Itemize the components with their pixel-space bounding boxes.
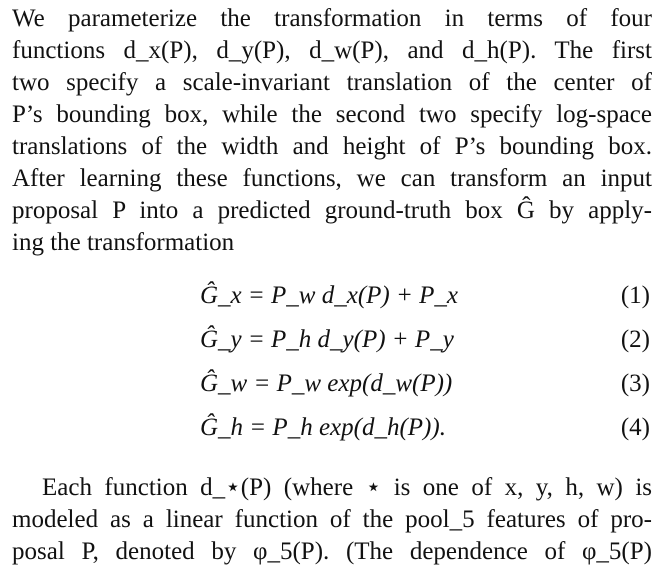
equation-row [0, 410, 664, 454]
equation-number: (3) [620, 370, 650, 397]
equation-block [0, 278, 664, 454]
equation-row [0, 322, 664, 366]
text-line: functions d_x(P), d_y(P), d_w(P), and d_h(P). The first [12, 37, 652, 64]
equation-expression: Ĝ_y = P_h d_y(P) + P_y [200, 326, 454, 353]
text-line: ing the transformation [12, 229, 235, 256]
equation-number: (4) [620, 414, 650, 441]
paragraph-transformation [12, 3, 652, 259]
text-line: translations of the width and height of P’s bounding box. [12, 133, 652, 160]
text-line: After learning these functions, we can transform an input [12, 165, 652, 192]
text-line: Each function d_⋆(P) (where ⋆ is one of x, y, h, w) is [42, 474, 652, 501]
equation-expression: Ĝ_h = P_h exp(d_h(P)). [200, 414, 446, 441]
equation-number: (1) [620, 282, 650, 309]
text-line: two specify a scale-invariant translation of the center of [12, 69, 652, 96]
text-line: modeled as a linear function of the pool_5 features of pro- [12, 506, 652, 533]
text-line: We parameterize the transformation in terms of four [12, 5, 652, 32]
equation-row [0, 278, 664, 322]
text-line: posal P, denoted by φ_5(P). (The dependence of φ_5(P) [12, 538, 652, 565]
equation-expression: Ĝ_x = P_w d_x(P) + P_x [200, 282, 458, 309]
paragraph-linear-function [12, 472, 652, 568]
equation-expression: Ĝ_w = P_w exp(d_w(P)) [200, 370, 453, 397]
equation-row [0, 366, 664, 410]
text-line: P’s bounding box, while the second two specify log-space [12, 101, 652, 128]
equation-number: (2) [620, 326, 650, 353]
text-line: proposal P into a predicted ground-truth box Ĝ by apply- [12, 197, 652, 224]
